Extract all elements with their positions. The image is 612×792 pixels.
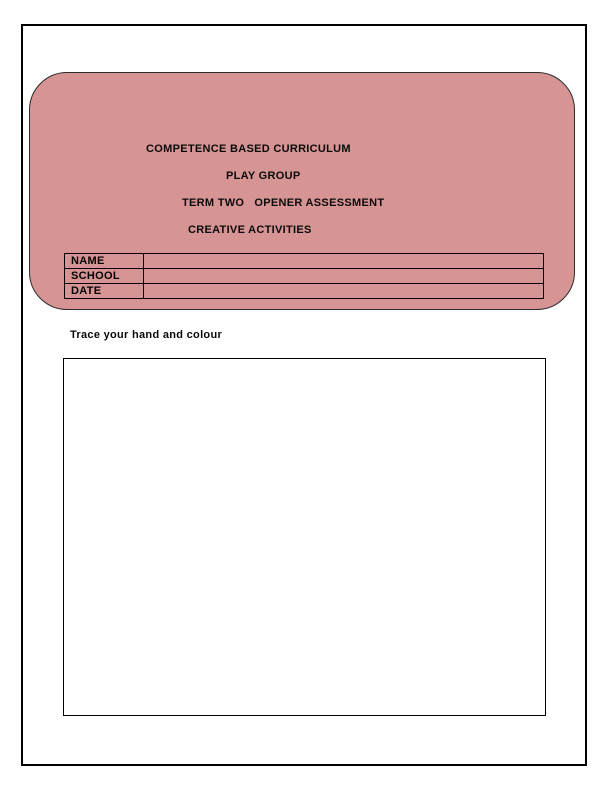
header-title-grade: PLAY GROUP	[226, 170, 301, 182]
table-row-date	[65, 284, 544, 299]
instruction-text: Trace your hand and colour	[70, 329, 223, 341]
row-value-name-blank	[144, 254, 544, 269]
header-title-subject: CREATIVE ACTIVITIES	[188, 224, 312, 236]
table-row-name	[65, 254, 544, 269]
row-value-school-blank	[144, 269, 544, 284]
drawing-box	[63, 358, 546, 716]
row-label-school: SCHOOL	[65, 269, 144, 284]
header-title-curriculum: COMPETENCE BASED CURRICULUM	[146, 143, 351, 155]
row-value-date-blank	[144, 284, 544, 299]
header-title-term-assessment: TERM TWO OPENER ASSESSMENT	[182, 197, 385, 209]
row-label-date: DATE	[65, 284, 144, 299]
table-row-school	[65, 269, 544, 284]
row-label-name: NAME	[65, 254, 144, 269]
student-info-table	[64, 253, 544, 299]
